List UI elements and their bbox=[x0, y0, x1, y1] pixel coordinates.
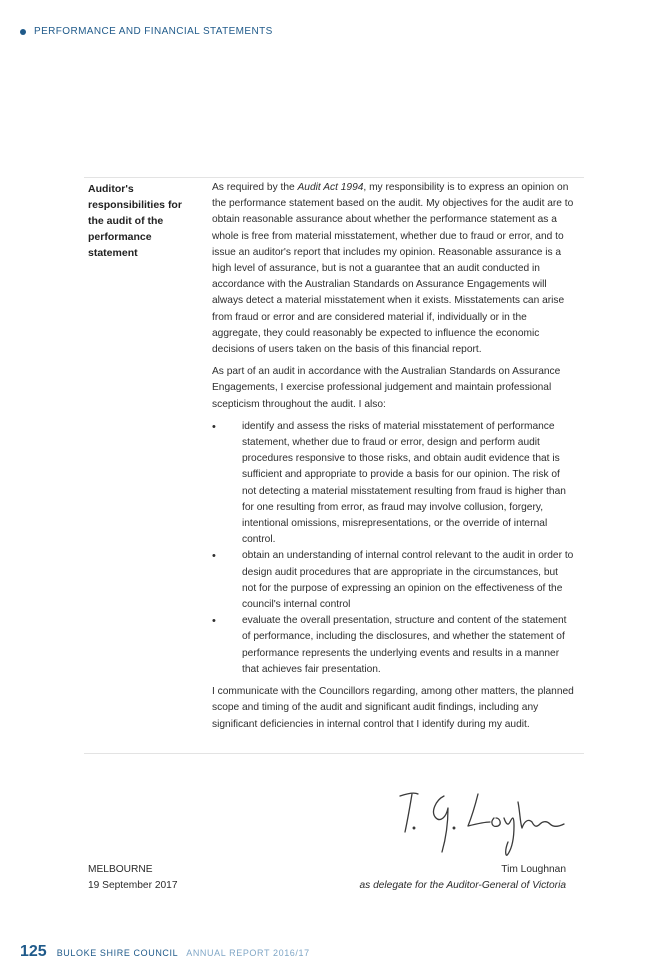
top-divider bbox=[84, 177, 584, 178]
section-body bbox=[212, 180, 574, 739]
list-item bbox=[212, 548, 574, 613]
paragraph-3: I communicate with the Councillors regarding, among other matters, the planned scope and timing of the audit and significant audit findings, including any significant deficiencies in internal control that I identify during my audit. bbox=[212, 686, 574, 730]
handwritten-signature bbox=[396, 782, 568, 860]
list-item-text: obtain an understanding of internal control relevant to the audit in order to design audit procedures that are appropriate in the circumstances, but not for the purpose of expressing an opinion on the effectiveness of the council's internal control bbox=[242, 550, 574, 611]
paragraph-1-rest: , my responsibility is to express an opinion on the performance statement based on the audit. My objectives for the audit are to obtain reasonable assurance about whether the performance statement as a whole is free from material misstatement, whether due to fraud or error, and to issue an auditor's report that includes my opinion. Reasonable assurance is a high level of assurance, but is not a guarantee that an audit conducted in accordance with the Australian Standards on Assurance Engagements will always detect a material misstatement when it exists. Misstatements can arise from fraud or error and are considered material if, individually or in the aggregate, they could reasonably be expected to influence the economic decisions of users taken on the basis of this financial report. bbox=[212, 182, 574, 356]
signoff-place: MELBOURNE bbox=[88, 864, 153, 875]
paragraph-2: As part of an audit in accordance with the Australian Standards on Assurance Engagements, I exercise professional judgement and maintain professional scepticism throughout the audit. I also: bbox=[212, 366, 561, 410]
responsibility-list bbox=[212, 419, 574, 678]
page-footer bbox=[20, 943, 310, 961]
report-title: ANNUAL REPORT 2016/17 bbox=[186, 948, 310, 958]
signoff-signer bbox=[359, 862, 566, 894]
signoff-date: 19 September 2017 bbox=[88, 880, 178, 891]
signer-role: as delegate for the Auditor-General of Victoria bbox=[359, 880, 566, 891]
list-item bbox=[212, 613, 574, 678]
audit-act-title: Audit Act 1994 bbox=[297, 182, 364, 193]
paragraph-1 bbox=[212, 180, 574, 358]
section-heading: Auditor's responsibilities for the audit of the performance statement bbox=[88, 183, 182, 259]
section-header bbox=[20, 26, 273, 37]
bottom-divider bbox=[84, 753, 584, 754]
paragraph-1-prefix: As required by the bbox=[212, 182, 298, 193]
bullet-icon: • bbox=[212, 550, 216, 563]
section-title: PERFORMANCE AND FINANCIAL STATEMENTS bbox=[34, 26, 273, 37]
bullet-icon: • bbox=[212, 615, 216, 628]
list-item-text: identify and assess the risks of material misstatement of performance statement, whether due to fraud or error, design and perform audit procedures responsive to those risks, and obtain audit evidence that is sufficient and appropriate to provide a basis for our opinion. The risk of not detecting a material misstatement resulting from fraud is higher than for one resulting from error, as fraud may involve collusion, forgery, intentional omissions, misrepresentations, or the override of internal control. bbox=[242, 420, 566, 546]
page-number: 125 bbox=[20, 943, 47, 960]
list-item bbox=[212, 419, 574, 549]
signer-name: Tim Loughnan bbox=[501, 864, 566, 875]
council-name: BULOKE SHIRE COUNCIL bbox=[56, 948, 179, 958]
list-item-text: evaluate the overall presentation, structure and content of the statement of performance, including the disclosures, and whether the statement of performance represents the underlying events and results in a manner that achieves fair presentation. bbox=[242, 615, 567, 675]
bullet-dot-icon bbox=[20, 29, 26, 35]
bullet-icon: • bbox=[212, 420, 216, 433]
signoff-place-date bbox=[88, 862, 178, 894]
